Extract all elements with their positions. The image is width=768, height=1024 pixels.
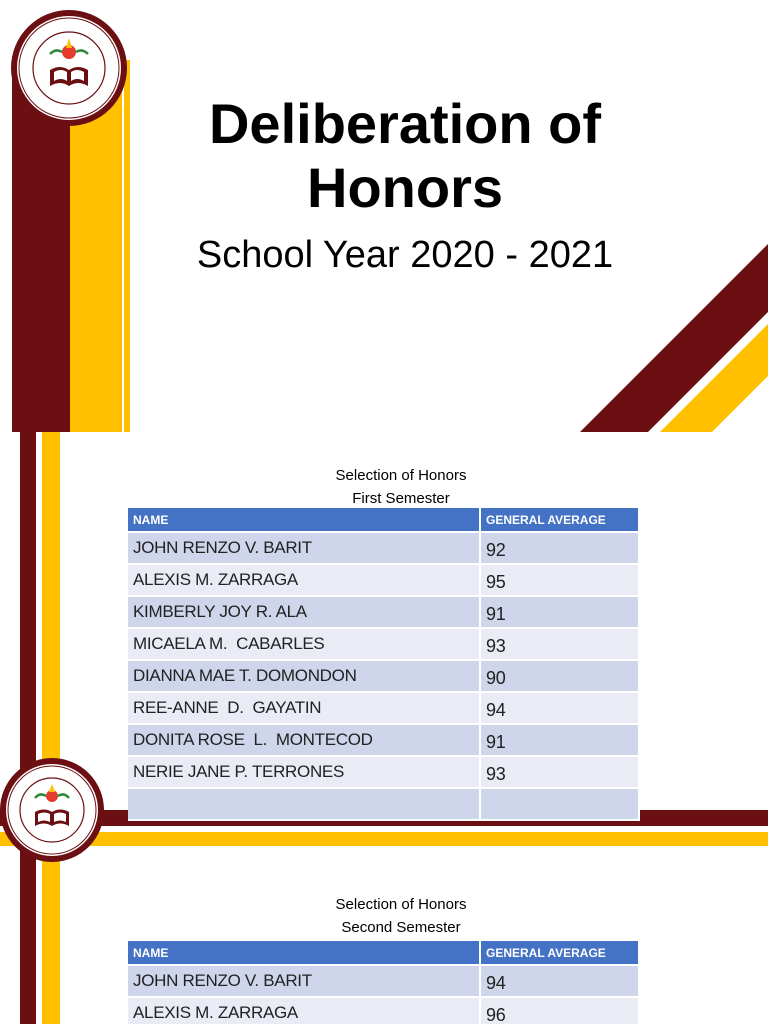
second-semester-caption	[145, 893, 657, 939]
student-name-cell: DIANNA MAE T. DOMONDON	[128, 661, 481, 693]
caption-line-2: First Semester	[352, 490, 450, 507]
student-name-cell: DONITA ROSE L. MONTECOD	[128, 725, 481, 757]
student-name-cell: KIMBERLY JOY R. ALA	[128, 597, 481, 629]
table-row	[128, 966, 640, 998]
column-header-name: NAME	[128, 508, 481, 533]
student-name-cell	[128, 789, 481, 821]
student-name-cell: NERIE JANE P. TERRONES	[128, 757, 481, 789]
table-row	[128, 693, 640, 725]
table-row	[128, 661, 640, 693]
first-semester-table	[128, 508, 640, 821]
general-average-cell: 96	[481, 998, 640, 1024]
table-header-row	[128, 941, 640, 966]
table-row	[128, 629, 640, 661]
table-row	[128, 757, 640, 789]
general-average-cell: 95	[481, 565, 640, 597]
general-average-cell: 91	[481, 725, 640, 757]
general-average-cell: 94	[481, 966, 640, 998]
table-row	[128, 789, 640, 821]
slide-subtitle: School Year 2020 - 2021	[196, 234, 614, 276]
general-average-cell: 92	[481, 533, 640, 565]
table-row	[128, 533, 640, 565]
table-row	[128, 565, 640, 597]
caption-line-1: Selection of Honors	[335, 896, 467, 913]
student-name-cell: JOHN RENZO V. BARIT	[128, 966, 481, 998]
caption-line-2: Second Semester	[341, 919, 461, 936]
general-average-cell: 91	[481, 597, 640, 629]
student-name-cell: ALEXIS M. ZARRAGA	[128, 998, 481, 1024]
school-seal-logo	[6, 8, 132, 130]
student-name-cell: JOHN RENZO V. BARIT	[128, 533, 481, 565]
general-average-cell: 93	[481, 757, 640, 789]
general-average-cell: 94	[481, 693, 640, 725]
table-row	[128, 725, 640, 757]
column-header-general-average: GENERAL AVERAGE	[481, 941, 640, 966]
student-name-cell: REE-ANNE D. GAYATIN	[128, 693, 481, 725]
table-row	[128, 998, 640, 1024]
column-header-general-average: GENERAL AVERAGE	[481, 508, 640, 533]
general-average-cell: 90	[481, 661, 640, 693]
school-seal-logo	[0, 754, 104, 866]
slide-title: Deliberation of Honors	[208, 92, 602, 219]
column-header-name: NAME	[128, 941, 481, 966]
table-row	[128, 597, 640, 629]
general-average-cell	[481, 789, 640, 821]
title-slide	[0, 0, 768, 432]
honors-slide	[0, 432, 768, 1024]
table-header-row	[128, 508, 640, 533]
student-name-cell: MICAELA M. CABARLES	[128, 629, 481, 661]
first-semester-caption	[145, 464, 657, 510]
student-name-cell: ALEXIS M. ZARRAGA	[128, 565, 481, 597]
second-semester-table	[128, 941, 640, 1024]
general-average-cell: 93	[481, 629, 640, 661]
caption-line-1: Selection of Honors	[335, 467, 467, 484]
